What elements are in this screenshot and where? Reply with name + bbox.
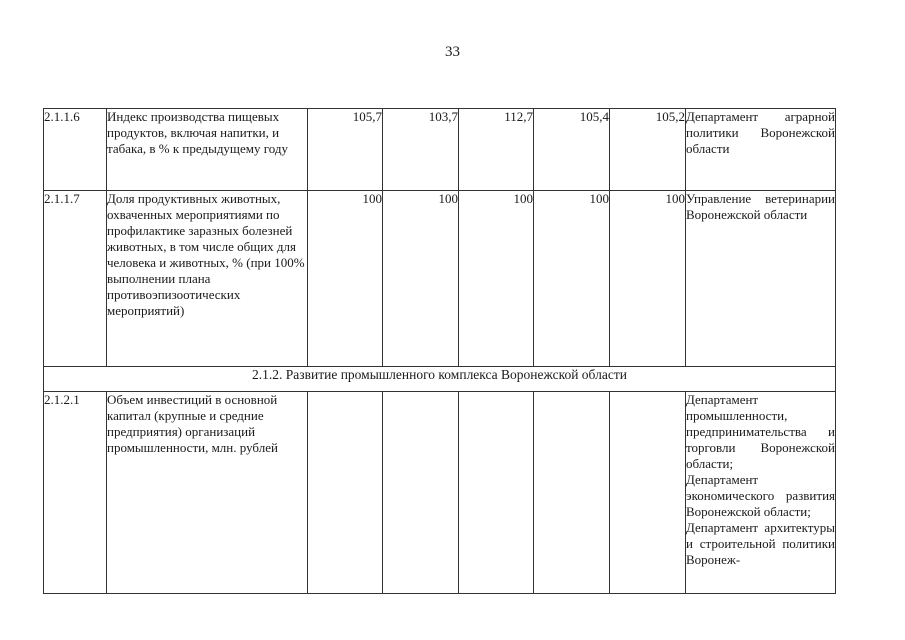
responsible-cell: Управление ветеринарии Воронежской области	[686, 191, 836, 367]
value-cell: 105,4	[534, 109, 610, 191]
section-title: 2.1.2. Развитие промышленного комплекса Воронежской области	[44, 367, 836, 392]
value-cell: 100	[308, 191, 383, 367]
value-cell: 100	[459, 191, 534, 367]
table-row	[44, 392, 836, 594]
row-description: Индекс производства пищевых продуктов, включая напитки, и табака, в % к предыдущему году	[107, 109, 308, 191]
value-cell	[459, 392, 534, 594]
responsible-line: Департамент промышленности, предпринимательства и торговли Воронежской области;	[686, 392, 835, 471]
row-code: 2.1.1.7	[44, 191, 107, 367]
indicators-table	[43, 108, 836, 594]
section-row	[44, 367, 836, 392]
responsible-line: Департамент экономического развития Воронежской области;	[686, 472, 835, 519]
table-row	[44, 191, 836, 367]
responsible-cell: Департамент аграрной политики Воронежской области	[686, 109, 836, 191]
value-cell: 100	[610, 191, 686, 367]
row-code: 2.1.2.1	[44, 392, 107, 594]
value-cell	[383, 392, 459, 594]
value-cell	[534, 392, 610, 594]
responsible-line: Департамент архитектуры и строительной политики Воронеж-	[686, 520, 835, 567]
value-cell: 100	[383, 191, 459, 367]
value-cell: 105,2	[610, 109, 686, 191]
value-cell: 103,7	[383, 109, 459, 191]
responsible-cell	[686, 392, 836, 594]
page-number: 33	[445, 44, 460, 60]
value-cell: 105,7	[308, 109, 383, 191]
value-cell	[610, 392, 686, 594]
value-cell: 112,7	[459, 109, 534, 191]
row-description: Доля продуктивных животных, охваченных мероприятиями по профилактике заразных болезней животных, в том числе общих для человека и животных, % (при 100% выполнении плана противоэпизоотических мероприятий)	[107, 191, 308, 367]
value-cell: 100	[534, 191, 610, 367]
table-row	[44, 109, 836, 191]
value-cell	[308, 392, 383, 594]
row-description: Объем инвестиций в основной капитал (крупные и средние предприятия) организаций промышленности, млн. рублей	[107, 392, 308, 594]
row-code: 2.1.1.6	[44, 109, 107, 191]
